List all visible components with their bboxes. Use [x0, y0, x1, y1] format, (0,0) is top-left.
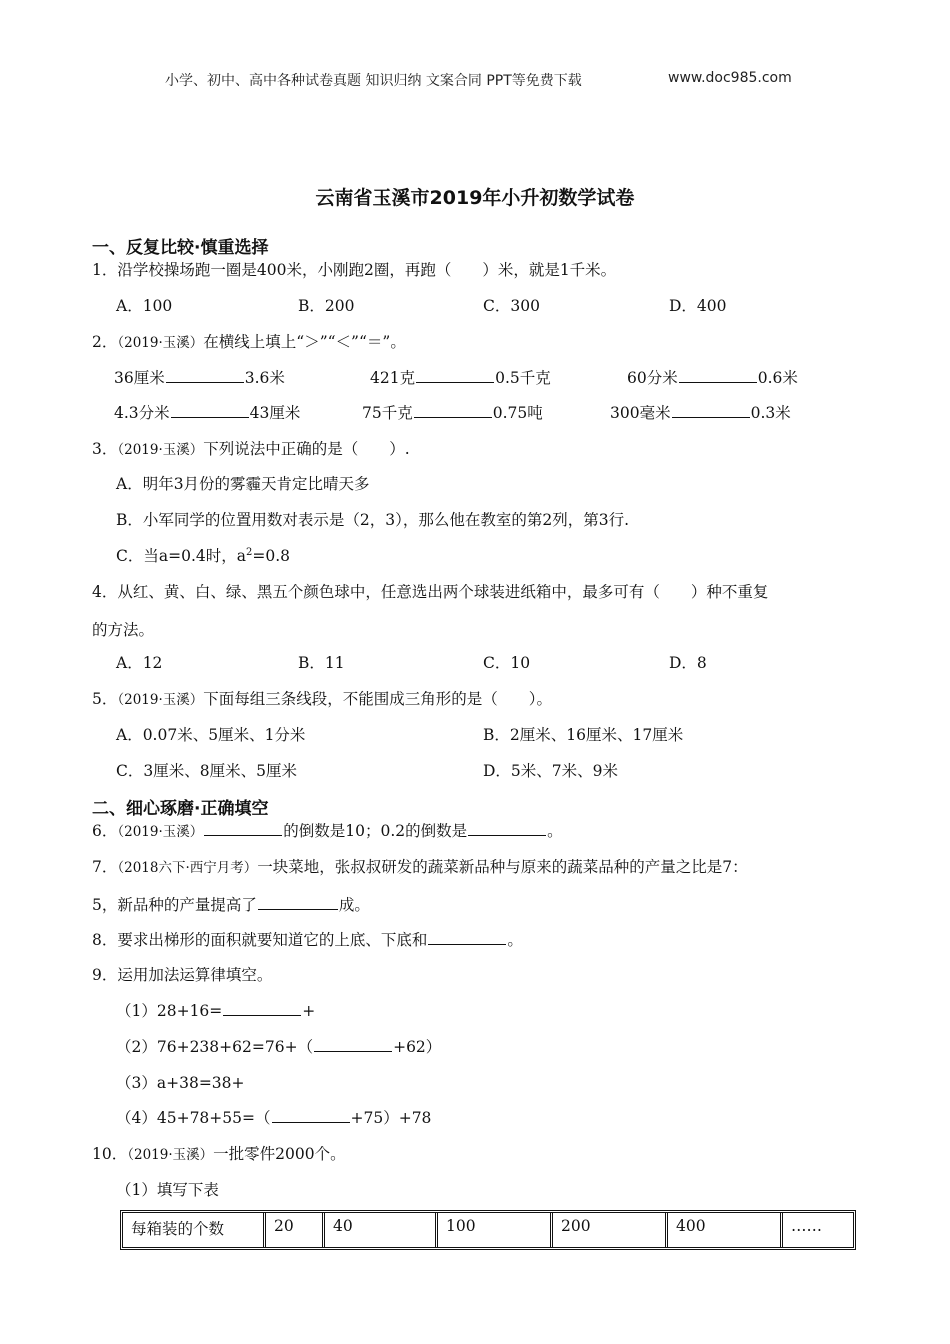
answer-blank[interactable] — [672, 403, 750, 418]
table-header-cell: 每箱装的个数 — [131, 1220, 225, 1238]
question-source-tag: （2019·玉溪） — [117, 335, 204, 351]
answer-blank[interactable] — [428, 930, 506, 945]
question-9 — [92, 963, 272, 985]
table-cell: 100 — [435, 1213, 550, 1247]
q3-option-c — [116, 544, 290, 566]
compare-right: 3.6米 — [244, 369, 285, 387]
q2-compare-item — [114, 401, 300, 423]
question-text: 。 — [547, 822, 563, 840]
answer-blank[interactable] — [414, 403, 492, 418]
question-text: 从红、黄、白、绿、黑五个颜色球中，任意选出两个球装进纸箱中，最多可有（ ）种不重复 — [117, 583, 769, 601]
question-number: 2． — [92, 333, 118, 351]
q3-option-b: B．小军同学的位置用数对表示是（2，3），那么他在教室的第2列，第3行. — [116, 511, 630, 529]
question-text: 。 — [507, 931, 523, 949]
q5-option-a: A．0.07米、5厘米、1分米 — [116, 726, 306, 744]
question-text: 在横线上填上“＞”“＜”“＝”。 — [203, 333, 406, 351]
answer-blank[interactable] — [204, 821, 282, 836]
question-3 — [92, 437, 410, 459]
question-text: 运用加法运算律填空。 — [117, 966, 273, 984]
question-number: 8． — [92, 931, 118, 949]
question-source-tag: （2019·玉溪） — [117, 824, 204, 840]
question-text: 5，新品种的产量提高了 — [92, 896, 257, 914]
q1-option-b: B．200 — [298, 297, 355, 315]
answer-blank[interactable] — [679, 368, 757, 383]
question-text: 要求出梯形的面积就要知道它的上底、下底和 — [117, 931, 428, 949]
exponent: 2 — [245, 546, 253, 558]
question-number: 7． — [92, 858, 118, 876]
answer-blank[interactable] — [166, 368, 244, 383]
answer-blank[interactable] — [468, 821, 546, 836]
q9-sub-4 — [116, 1106, 431, 1128]
option-text: C．当a=0.4时，a — [116, 547, 246, 565]
q2-compare-item — [610, 401, 791, 423]
q9-sub-2 — [116, 1035, 441, 1057]
compare-left: 75千克 — [362, 404, 413, 422]
compare-right: 43厘米 — [249, 404, 301, 422]
table-cell: …… — [780, 1213, 853, 1247]
q9-sub-1 — [116, 999, 315, 1021]
question-number: 1． — [92, 261, 118, 279]
q2-compare-item — [362, 401, 543, 423]
question-text: 的倒数是10；0.2的倒数是 — [283, 822, 468, 840]
question-text: 下面每组三条线段，不能围成三角形的是（ ）。 — [203, 690, 553, 708]
q10-sub-1: （1）填写下表 — [116, 1181, 219, 1199]
header-left-text: 小学、初中、高中各种试卷真题 知识归纳 文案合同 PPT等免费下载 — [165, 73, 582, 89]
page-title: 云南省玉溪市2019年小升初数学试卷 — [315, 187, 635, 209]
question-4-continued: 的方法。 — [92, 621, 155, 639]
sub-text: （4）45+78+55=（ — [116, 1109, 271, 1127]
q2-compare-item — [370, 366, 551, 388]
compare-left: 4.3分米 — [114, 404, 170, 422]
section-heading-1: 一、反复比较·慎重选择 — [92, 238, 269, 258]
answer-blank[interactable] — [416, 368, 494, 383]
table-cell: 400 — [665, 1213, 780, 1247]
compare-left: 60分米 — [627, 369, 678, 387]
answer-blank[interactable] — [223, 1001, 301, 1016]
question-number: 3． — [92, 440, 118, 458]
q3-option-a: A．明年3月份的雾霾天肯定比晴天多 — [116, 475, 370, 493]
question-text: 一批零件2000个。 — [213, 1145, 346, 1163]
question-4 — [92, 580, 768, 602]
q5-option-c: C．3厘米、8厘米、5厘米 — [116, 762, 297, 780]
table-cell: 200 — [550, 1213, 665, 1247]
compare-right: 0.5千克 — [495, 369, 551, 387]
question-source-tag: （2018六下·西宁月考） — [117, 860, 258, 876]
answer-blank[interactable] — [272, 1108, 350, 1123]
header-website: www.doc985.com — [668, 70, 792, 86]
q5-option-d: D．5米、7米、9米 — [483, 762, 619, 780]
sub-text: （1）28+16= — [116, 1002, 223, 1020]
answer-blank[interactable] — [258, 895, 338, 910]
question-7 — [92, 855, 748, 877]
q10-table — [120, 1210, 856, 1250]
sub-text: +62） — [393, 1038, 442, 1056]
q1-option-a: A．100 — [116, 297, 173, 315]
table-row — [123, 1213, 853, 1247]
q4-option-d: D．8 — [669, 654, 707, 672]
sub-text: +75）+78 — [350, 1109, 432, 1127]
question-number: 10． — [92, 1145, 128, 1163]
q1-option-c: C．300 — [483, 297, 540, 315]
compare-right: 0.75吨 — [492, 404, 543, 422]
question-number: 5． — [92, 690, 118, 708]
q4-option-c: C．10 — [483, 654, 531, 672]
question-number: 9． — [92, 966, 118, 984]
question-5 — [92, 687, 552, 709]
sub-text: （2）76+238+62=76+（ — [116, 1038, 314, 1056]
question-8 — [92, 928, 523, 950]
option-text: =0.8 — [252, 547, 290, 565]
question-number: 6． — [92, 822, 118, 840]
question-number: 4． — [92, 583, 118, 601]
question-7-continued — [92, 893, 370, 915]
question-text: 下列说法中正确的是（ ）. — [203, 440, 410, 458]
question-source-tag: （2019·玉溪） — [117, 442, 204, 458]
q9-sub-3: （3）a+38=38+ — [116, 1074, 245, 1092]
question-10 — [92, 1142, 346, 1164]
q4-option-a: A．12 — [116, 654, 163, 672]
q2-compare-item — [627, 366, 798, 388]
q2-compare-item — [114, 366, 285, 388]
question-source-tag: （2019·玉溪） — [117, 692, 204, 708]
question-source-tag: （2019·玉溪） — [127, 1147, 214, 1163]
compare-left: 300毫米 — [610, 404, 671, 422]
compare-left: 421克 — [370, 369, 416, 387]
answer-blank[interactable] — [171, 403, 249, 418]
answer-blank[interactable] — [314, 1037, 392, 1052]
compare-left: 36厘米 — [114, 369, 165, 387]
question-text: 成。 — [338, 896, 370, 914]
table-cell: 40 — [322, 1213, 435, 1247]
question-6 — [92, 819, 563, 841]
q4-option-b: B．11 — [298, 654, 345, 672]
question-text: 沿学校操场跑一圈是400米，小刚跑2圈，再跑（ ）米，就是1千米。 — [117, 261, 617, 279]
compare-right: 0.6米 — [757, 369, 798, 387]
compare-right: 0.3米 — [750, 404, 791, 422]
q5-option-b: B．2厘米、16厘米、17厘米 — [483, 726, 684, 744]
table-cell: 20 — [263, 1213, 322, 1247]
question-1 — [92, 258, 616, 280]
question-2 — [92, 330, 406, 352]
question-text: 一块菜地，张叔叔研发的蔬菜新品种与原来的蔬菜品种的产量之比是7： — [257, 858, 748, 876]
q1-option-d: D．400 — [669, 297, 727, 315]
sub-text: + — [302, 1002, 316, 1020]
section-heading-2: 二、细心琢磨·正确填空 — [92, 799, 269, 819]
